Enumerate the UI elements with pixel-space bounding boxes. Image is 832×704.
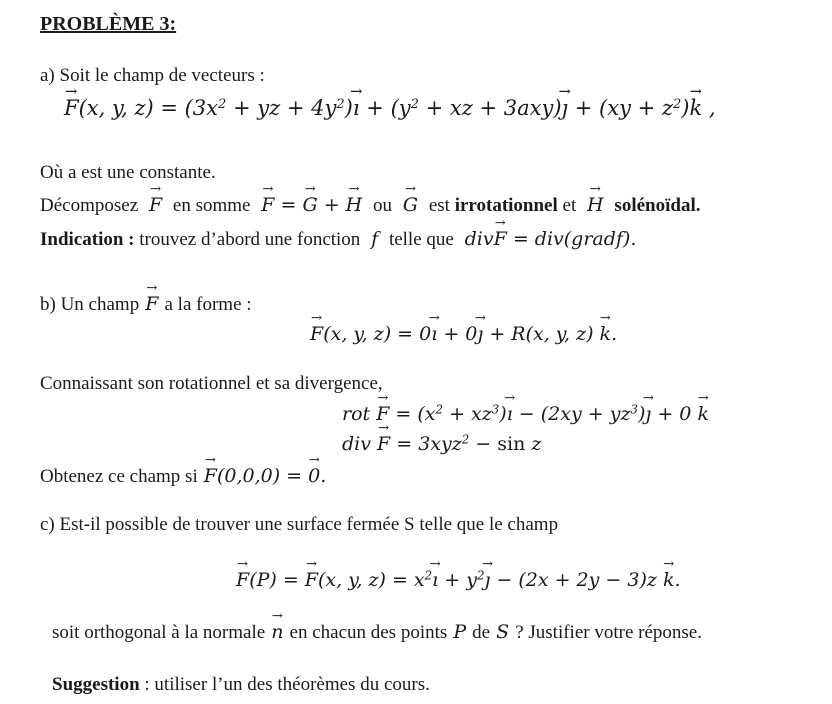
knowing-text: Connaissant son rotationnel et sa divergence, xyxy=(40,373,383,394)
obtain-condition: Obtenez ce champ si → F(0,0,0) = → 0. xyxy=(40,464,326,489)
decompose-instruction: Décomposez → F en somme → F = → G + → H ou → G est irrotationnel et → H solénoïdal. xyxy=(40,193,700,218)
indication: Indication : trouvez d’abord une fonction f telle que div→ F = div(gradf). xyxy=(40,227,636,252)
part-b-form-equation: → F(x, y, z) = 0→ ı + 0→ ȷ + R(x, y, z) → k. xyxy=(310,322,617,346)
problem-title: PROBLÈME 3: xyxy=(40,13,177,35)
rot-equation: rot → $F = (x^2 + xz^3)\to$ ı − $(2xy + yz^3)\to$ ȷ + 0 → k xyxy=(342,402,709,426)
part-a-intro: a) Soit le champ de vecteurs : xyxy=(40,65,265,86)
orthogonal-question: soit orthogonal à la normale → n en chacun des points P de S ? Justifier votre réponse. xyxy=(52,620,702,645)
constant-note: Où a est une constante. xyxy=(40,162,216,183)
part-c-field-equation: → F(P) = → F(x, y, $z) = x^2\to$ ı + $y^2\to$ ȷ − (2x + 2y − 3)z → k. xyxy=(236,568,681,592)
part-a-field-equation: → F(x, y, $z) = (3x^2$ + yz + $4y^2)\to$ ı + ($y^2$ + xz + 3axy)→ ȷ + $(xy + z^2)\to k$ , xyxy=(64,96,716,120)
suggestion: Suggestion : utiliser l’un des théorèmes du cours. xyxy=(52,674,430,695)
part-c-question: c) Est-il possible de trouver une surface fermée S telle que le champ xyxy=(40,514,559,535)
div-equation: div → F = 3xyz$^2$ − sin z xyxy=(342,432,541,456)
part-b-intro: b) Un champ → F a la forme : xyxy=(40,292,252,317)
